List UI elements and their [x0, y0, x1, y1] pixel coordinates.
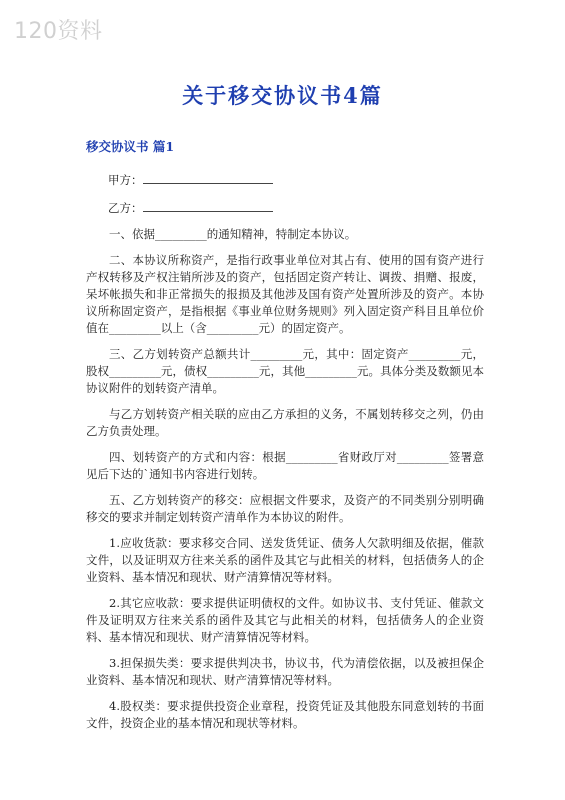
- paragraph: 3.担保损失类：要求提供判决书，协议书，代为清偿依据，以及被担保企业资料、基本情况和现状、财产清算情况等材料。: [86, 656, 484, 687]
- paragraph: 四、划转资产的方式和内容：根据_________省财政厅对_________签署意见后下达的`通知书内容进行划转。: [86, 450, 484, 481]
- party-a-label: 甲方：: [108, 173, 143, 187]
- paragraph: 五、乙方划转资产的移交：应根据文件要求，及资产的不同类别分别明确移交的要求并制定划转资产清单作为本协议的附件。: [86, 493, 484, 524]
- paragraph: 4.股权类：要求提供投资企业章程，投资凭证及其他股东同意划转的书面文件，投资企业的基本情况和现状等材料。: [86, 699, 484, 730]
- document-body: [86, 170, 484, 741]
- watermark: 120资料: [14, 19, 103, 44]
- paragraph: 与乙方划转资产相关联的应由乙方承担的义务，不属划转移交之列，仍由乙方负责处理。: [86, 407, 484, 438]
- party-a-blank: [143, 170, 273, 184]
- paragraph: 三、乙方划转资产总额共计_________元，其中：固定资产_________元，股权_________元，债权_________元，其他_________元。具体分类及数额见本协议附件的划转资产清单。: [86, 347, 484, 395]
- party-b-line: [108, 198, 484, 217]
- paragraph: 2.其它应收款：要求提供证明债权的文件。如协议书、支付凭证、催款文件及证明双方往来关系的函件及其它与此相关的材料，包括债务人的企业资料、基本情况和现状、财产清算情况等材料。: [86, 596, 484, 644]
- paragraph: 二、本协议所称资产，是指行政事业单位对其占有、使用的国有资产进行产权转移及产权注销所涉及的资产，包括固定资产转让、调拨、捐赠、报废，呆坏帐损失和非正常损失的报损及其他涉及国有资产处置所涉及的资产。本协议所称固定资产，是指根据《事业单位财务规则》列入固定资产科目且单位价值在_________以上（含_________元）的固定资产。: [86, 253, 484, 335]
- section-heading: 移交协议书 篇1: [86, 139, 175, 154]
- paragraph: 1.应收货款：要求移交合同、送发货凭证、债务人欠款明细及依据，催款文件，以及证明双方往来关系的函件及其它与此相关的材料，包括债务人的企业资料、基本情况和现状、财产清算情况等材料。: [86, 536, 484, 584]
- document-title: 关于移交协议书4篇: [182, 83, 383, 108]
- party-b-blank: [143, 198, 273, 212]
- party-b-label: 乙方：: [108, 201, 143, 215]
- party-a-line: [108, 170, 484, 189]
- paragraph: 一、依据_________的通知精神，特制定本协议。: [109, 227, 357, 241]
